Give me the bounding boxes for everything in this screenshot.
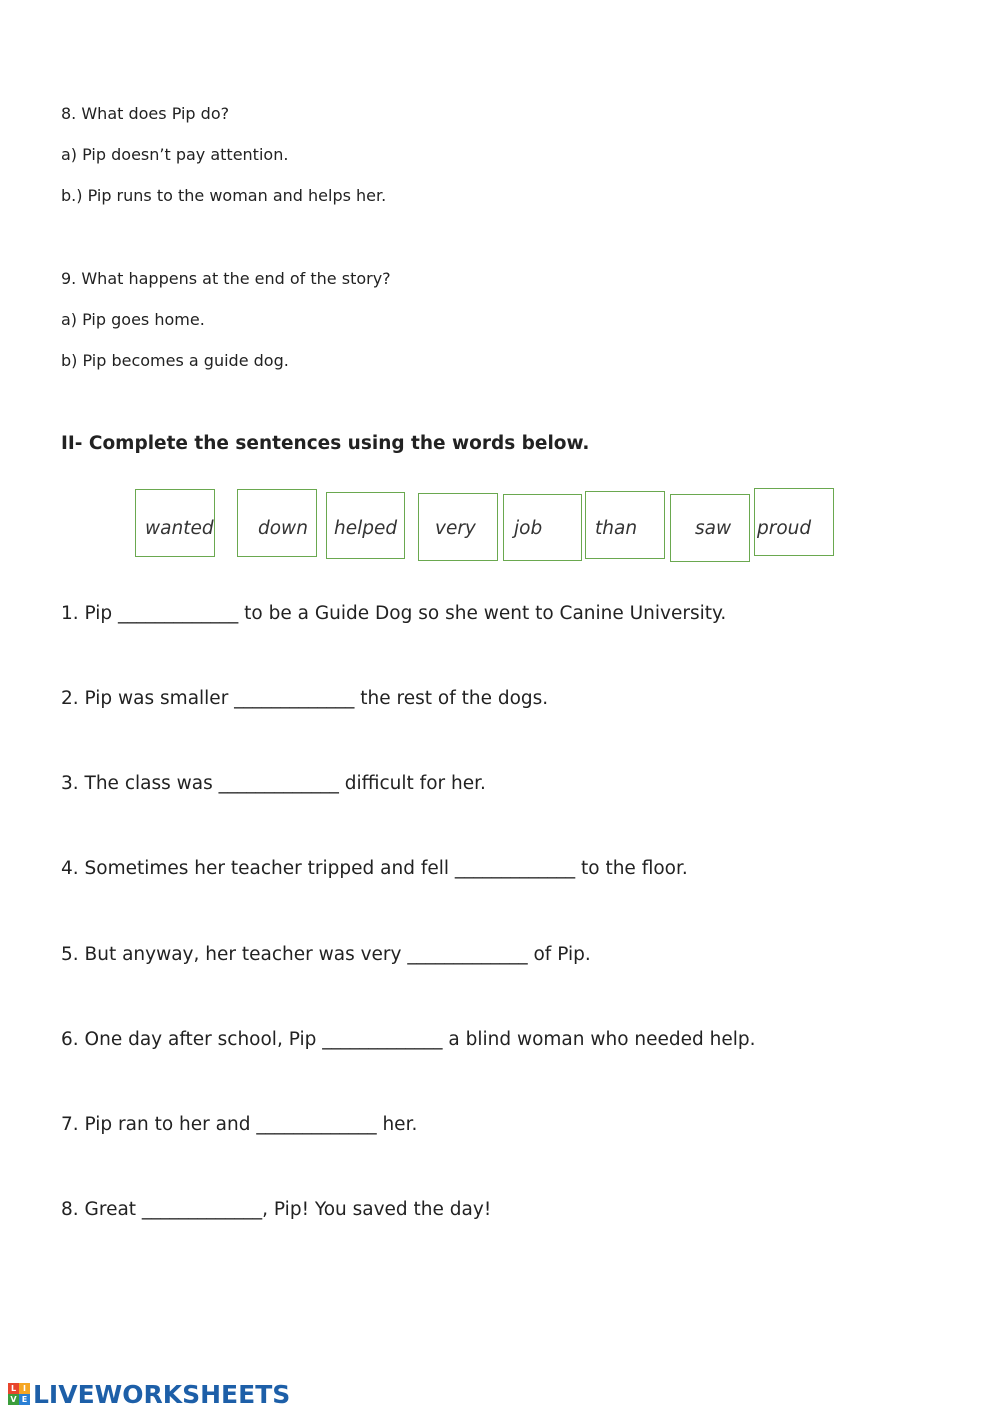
sentence-6[interactable]: 6. One day after school, Pip _____________ a blind woman who needed help. (61, 1029, 756, 1050)
word-very[interactable]: very (435, 518, 476, 539)
word-helped[interactable]: helped (334, 518, 398, 539)
liveworksheets-logo-icon (8, 1383, 30, 1405)
brand-name: LIVEWORKSHEETS (33, 1379, 291, 1409)
question-8: 8. What does Pip do? (61, 104, 230, 123)
question-9-option-b[interactable]: b) Pip becomes a guide dog. (61, 351, 289, 370)
word-job[interactable]: job (514, 518, 543, 539)
word-than[interactable]: than (595, 518, 638, 539)
sentence-1[interactable]: 1. Pip _____________ to be a Guide Dog so she went to Canine University. (61, 603, 727, 624)
word-down[interactable]: down (258, 518, 308, 539)
logo-letter-i: I (19, 1383, 30, 1394)
question-9-option-a[interactable]: a) Pip goes home. (61, 310, 205, 329)
section-heading: II- Complete the sentences using the words below. (61, 433, 590, 454)
question-8-option-b[interactable]: b.) Pip runs to the woman and helps her. (61, 186, 387, 205)
word-proud[interactable]: proud (757, 518, 812, 539)
word-wanted[interactable]: wanted (145, 518, 214, 539)
liveworksheets-logo (8, 1380, 290, 1408)
sentence-7[interactable]: 7. Pip ran to her and _____________ her. (61, 1114, 418, 1135)
sentence-4[interactable]: 4. Sometimes her teacher tripped and fell _____________ to the floor. (61, 858, 688, 879)
word-saw[interactable]: saw (695, 518, 732, 539)
sentence-5[interactable]: 5. But anyway, her teacher was very _____________ of Pip. (61, 944, 591, 965)
sentence-8[interactable]: 8. Great _____________, Pip! You saved the day! (61, 1199, 492, 1220)
question-8-option-a[interactable]: a) Pip doesn’t pay attention. (61, 145, 289, 164)
question-9: 9. What happens at the end of the story? (61, 269, 391, 288)
logo-letter-l: L (8, 1383, 19, 1394)
logo-letter-e: E (19, 1394, 30, 1405)
sentence-3[interactable]: 3. The class was _____________ difficult for her. (61, 773, 486, 794)
logo-letter-v: V (8, 1394, 19, 1405)
sentence-2[interactable]: 2. Pip was smaller _____________ the rest of the dogs. (61, 688, 549, 709)
